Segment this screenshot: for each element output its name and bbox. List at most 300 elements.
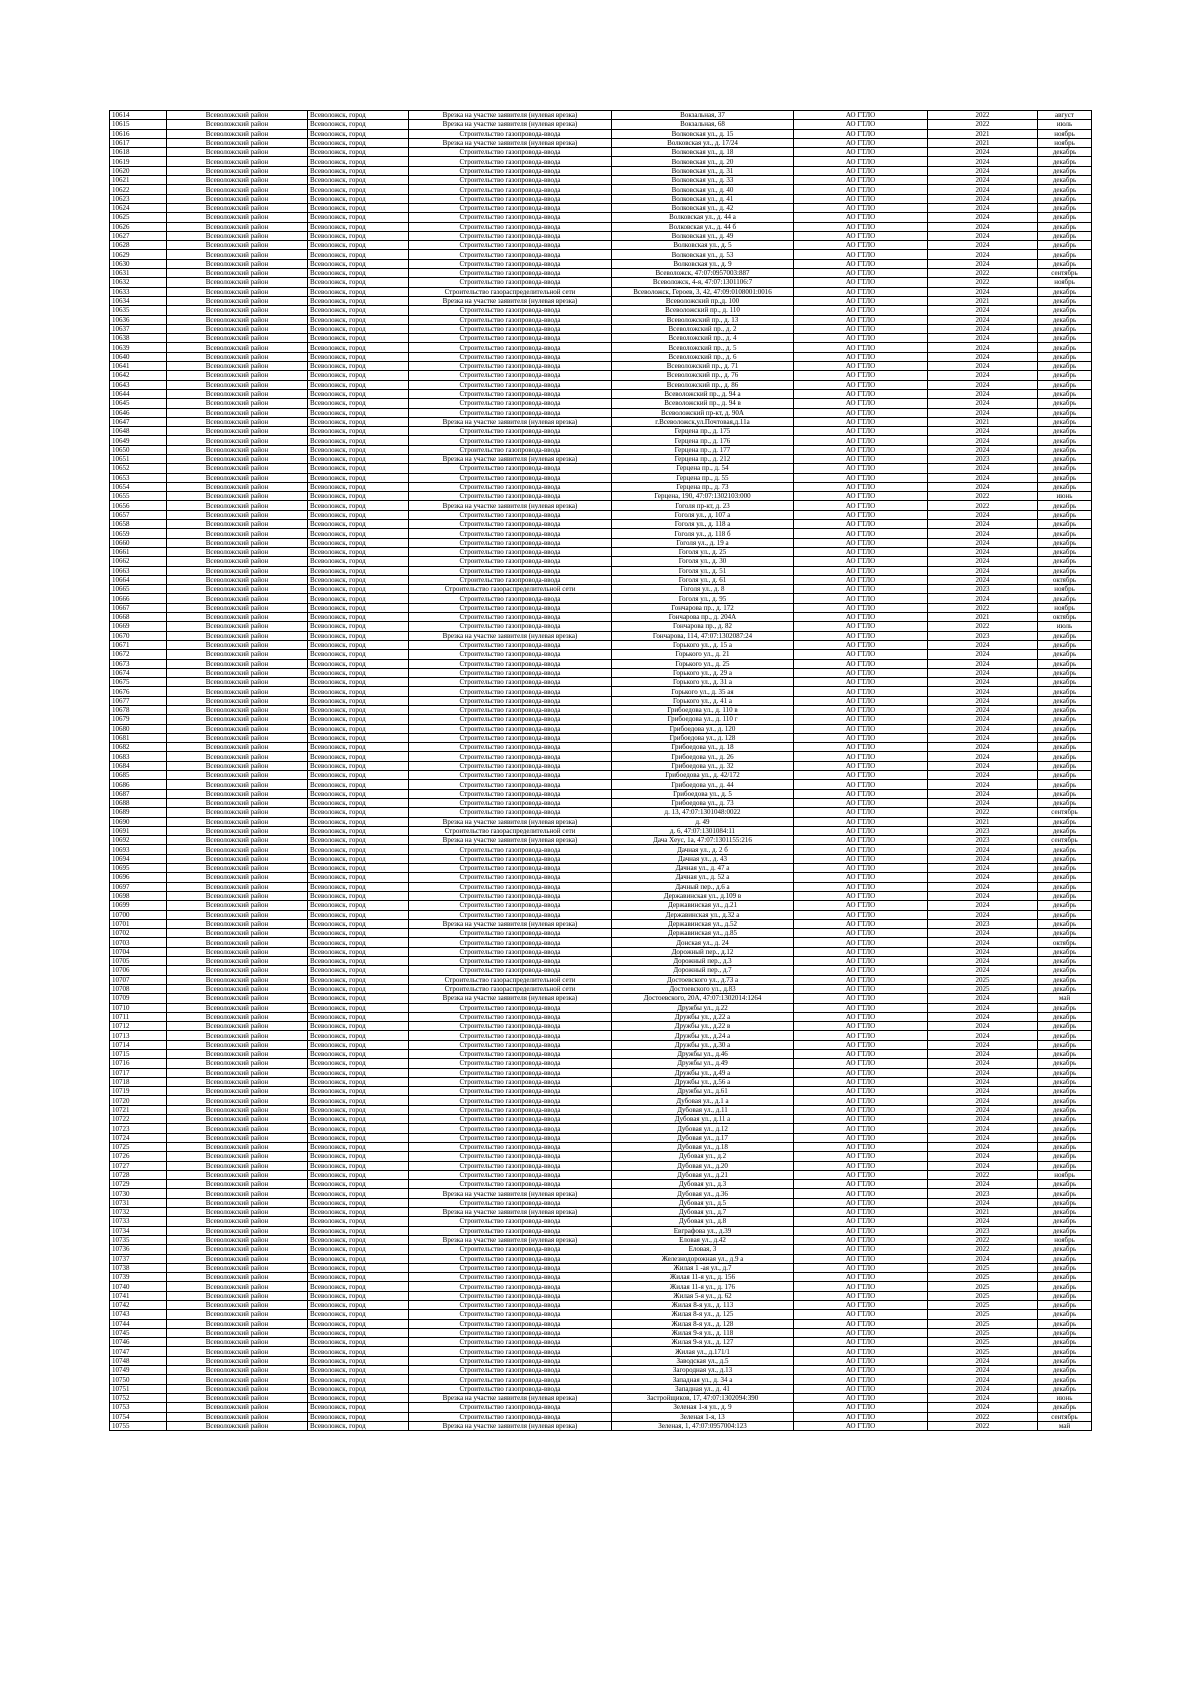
district-cell: Всеволожский район — [167, 259, 308, 268]
table-row — [110, 603, 1092, 612]
work-type-cell: Строительство газопровода-ввода — [409, 399, 612, 408]
table-row — [110, 1003, 1092, 1012]
district-cell: Всеволожский район — [167, 817, 308, 826]
month-cell: декабрь — [1038, 640, 1092, 649]
address-cell: Всеволожск, 4-я, 47:07:1301106:7 — [612, 278, 794, 287]
month-cell: ноябрь — [1038, 585, 1092, 594]
district-cell: Всеволожский район — [167, 1161, 308, 1170]
table-row — [110, 1115, 1092, 1124]
year-cell: 2024 — [928, 696, 1038, 705]
year-cell: 2024 — [928, 845, 1038, 854]
year-cell: 2024 — [928, 324, 1038, 333]
settlement-cell: Всеволожск, город — [308, 891, 409, 900]
district-cell: Всеволожский район — [167, 845, 308, 854]
address-cell: Жилая 1 -ая ул., д.7 — [612, 1263, 794, 1272]
organization-cell: АО ГТЛО — [794, 1068, 928, 1077]
month-cell: декабрь — [1038, 668, 1092, 677]
address-cell: Всеволожский пр., д. 94 а — [612, 389, 794, 398]
settlement-cell: Всеволожск, город — [308, 352, 409, 361]
year-cell: 2024 — [928, 203, 1038, 212]
organization-cell: АО ГТЛО — [794, 1189, 928, 1198]
work-type-cell: Строительство газопровода-ввода — [409, 1282, 612, 1291]
work-type-cell: Строительство газопровода-ввода — [409, 1022, 612, 1031]
month-cell: декабрь — [1038, 789, 1092, 798]
address-cell: Волковская ул., д. 33 — [612, 176, 794, 185]
address-cell: Державинская ул., д.32 а — [612, 910, 794, 919]
district-cell: Всеволожский район — [167, 1393, 308, 1402]
year-cell: 2021 — [928, 613, 1038, 622]
settlement-cell: Всеволожск, город — [308, 436, 409, 445]
organization-cell: АО ГТЛО — [794, 482, 928, 491]
row-id-cell: 10617 — [110, 138, 167, 147]
row-id-cell: 10700 — [110, 910, 167, 919]
work-type-cell: Строительство газопровода-ввода — [409, 1356, 612, 1365]
settlement-cell: Всеволожск, город — [308, 1059, 409, 1068]
month-cell: декабрь — [1038, 324, 1092, 333]
address-cell: Зеленая, 1, 47:07:0957004:123 — [612, 1421, 794, 1430]
year-cell: 2024 — [928, 362, 1038, 371]
month-cell: декабрь — [1038, 1310, 1092, 1319]
address-cell: Всеволожский пр., д. 94 в — [612, 399, 794, 408]
district-cell: Всеволожский район — [167, 1310, 308, 1319]
work-type-cell: Строительство газопровода-ввода — [409, 315, 612, 324]
row-id-cell: 10635 — [110, 306, 167, 315]
district-cell: Всеволожский район — [167, 1096, 308, 1105]
work-type-cell: Строительство газопровода-ввода — [409, 1245, 612, 1254]
table-row — [110, 640, 1092, 649]
address-cell: Грибоедова ул., д. 5 — [612, 789, 794, 798]
table-row — [110, 613, 1092, 622]
row-id-cell: 10641 — [110, 362, 167, 371]
year-cell: 2024 — [928, 994, 1038, 1003]
month-cell: декабрь — [1038, 445, 1092, 454]
year-cell: 2024 — [928, 1198, 1038, 1207]
district-cell: Всеволожский район — [167, 873, 308, 882]
table-row — [110, 687, 1092, 696]
address-cell: Волковская ул., д. 5 — [612, 241, 794, 250]
work-type-cell: Строительство газопровода-ввода — [409, 891, 612, 900]
year-cell: 2024 — [928, 1096, 1038, 1105]
year-cell: 2024 — [928, 1068, 1038, 1077]
district-cell: Всеволожский район — [167, 1235, 308, 1244]
year-cell: 2025 — [928, 1291, 1038, 1300]
year-cell: 2024 — [928, 789, 1038, 798]
table-row — [110, 324, 1092, 333]
work-type-cell: Строительство газопровода-ввода — [409, 520, 612, 529]
month-cell: декабрь — [1038, 520, 1092, 529]
work-type-cell: Врезка на участке заявителя (нулевая врезка) — [409, 919, 612, 928]
organization-cell: АО ГТЛО — [794, 687, 928, 696]
settlement-cell: Всеволожск, город — [308, 176, 409, 185]
year-cell: 2021 — [928, 1208, 1038, 1217]
month-cell: декабрь — [1038, 1115, 1092, 1124]
organization-cell: АО ГТЛО — [794, 1245, 928, 1254]
address-cell: Дружбы ул., д.61 — [612, 1087, 794, 1096]
table-row — [110, 1245, 1092, 1254]
settlement-cell: Всеволожск, город — [308, 1273, 409, 1282]
row-id-cell: 10637 — [110, 324, 167, 333]
settlement-cell: Всеволожск, город — [308, 408, 409, 417]
row-id-cell: 10712 — [110, 1022, 167, 1031]
organization-cell: АО ГТЛО — [794, 1273, 928, 1282]
settlement-cell: Всеволожск, город — [308, 371, 409, 380]
month-cell: октябрь — [1038, 938, 1092, 947]
work-type-cell: Строительство газопровода-ввода — [409, 389, 612, 398]
work-type-cell: Строительство газопровода-ввода — [409, 678, 612, 687]
settlement-cell: Всеволожск, город — [308, 482, 409, 491]
settlement-cell: Всеволожск, город — [308, 575, 409, 584]
district-cell: Всеволожский район — [167, 454, 308, 463]
year-cell: 2023 — [928, 1226, 1038, 1235]
settlement-cell: Всеволожск, город — [308, 1152, 409, 1161]
year-cell: 2022 — [928, 278, 1038, 287]
district-cell: Всеволожский район — [167, 436, 308, 445]
address-cell: Дружбы ул., д.24 а — [612, 1031, 794, 1040]
table-row — [110, 1319, 1092, 1328]
work-type-cell: Строительство газопровода-ввода — [409, 343, 612, 352]
address-cell: Дорожный пер., д.3 — [612, 957, 794, 966]
year-cell: 2024 — [928, 966, 1038, 975]
row-id-cell: 10704 — [110, 947, 167, 956]
year-cell: 2024 — [928, 1040, 1038, 1049]
organization-cell: АО ГТЛО — [794, 334, 928, 343]
table-row — [110, 1012, 1092, 1021]
month-cell: декабрь — [1038, 1291, 1092, 1300]
month-cell: декабрь — [1038, 1226, 1092, 1235]
district-cell: Всеволожский район — [167, 1375, 308, 1384]
month-cell: декабрь — [1038, 1263, 1092, 1272]
row-id-cell: 10655 — [110, 492, 167, 501]
work-type-cell: Строительство газопровода-ввода — [409, 696, 612, 705]
address-cell: Дубовая ул., д.2 — [612, 1152, 794, 1161]
year-cell: 2024 — [928, 231, 1038, 240]
row-id-cell: 10736 — [110, 1245, 167, 1254]
district-cell: Всеволожский район — [167, 1133, 308, 1142]
table-row — [110, 454, 1092, 463]
address-cell: Всеволожский пр., д. 71 — [612, 362, 794, 371]
organization-cell: АО ГТЛО — [794, 743, 928, 752]
district-cell: Всеволожский район — [167, 315, 308, 324]
row-id-cell: 10673 — [110, 659, 167, 668]
district-cell: Всеволожский район — [167, 957, 308, 966]
row-id-cell: 10689 — [110, 808, 167, 817]
row-id-cell: 10653 — [110, 473, 167, 482]
month-cell: декабрь — [1038, 1022, 1092, 1031]
district-cell: Всеволожский район — [167, 529, 308, 538]
address-cell: Застройщиков, 17, 47:07:1302094:390 — [612, 1393, 794, 1402]
table-row — [110, 1366, 1092, 1375]
organization-cell: АО ГТЛО — [794, 733, 928, 742]
table-row — [110, 427, 1092, 436]
year-cell: 2024 — [928, 668, 1038, 677]
organization-cell: АО ГТЛО — [794, 975, 928, 984]
district-cell: Всеволожский район — [167, 371, 308, 380]
organization-cell: АО ГТЛО — [794, 315, 928, 324]
row-id-cell: 10731 — [110, 1198, 167, 1207]
settlement-cell: Всеволожск, город — [308, 845, 409, 854]
table-row — [110, 241, 1092, 250]
address-cell: Грибоедова ул., д. 32 — [612, 761, 794, 770]
work-type-cell: Строительство газопровода-ввода — [409, 1263, 612, 1272]
table-row — [110, 901, 1092, 910]
settlement-cell: Всеволожск, город — [308, 1338, 409, 1347]
month-cell: декабрь — [1038, 1384, 1092, 1393]
month-cell: май — [1038, 1421, 1092, 1430]
organization-cell: АО ГТЛО — [794, 1375, 928, 1384]
address-cell: Герцена пр., д. 175 — [612, 427, 794, 436]
settlement-cell: Всеволожск, город — [308, 157, 409, 166]
work-type-cell: Строительство газопровода-ввода — [409, 259, 612, 268]
organization-cell: АО ГТЛО — [794, 808, 928, 817]
district-cell: Всеволожский район — [167, 919, 308, 928]
work-type-cell: Врезка на участке заявителя (нулевая врезка) — [409, 1235, 612, 1244]
district-cell: Всеволожский район — [167, 966, 308, 975]
organization-cell: АО ГТЛО — [794, 854, 928, 863]
row-id-cell: 10745 — [110, 1328, 167, 1337]
table-row — [110, 696, 1092, 705]
year-cell: 2024 — [928, 380, 1038, 389]
address-cell: Всеволожск, Героев, 3, 42, 47:09:0108001:0016 — [612, 287, 794, 296]
address-cell: Жилая 8-я ул., д. 125 — [612, 1310, 794, 1319]
work-type-cell: Строительство газопровода-ввода — [409, 1087, 612, 1096]
row-id-cell: 10741 — [110, 1291, 167, 1300]
organization-cell: АО ГТЛО — [794, 1124, 928, 1133]
month-cell: декабрь — [1038, 687, 1092, 696]
work-type-cell: Строительство газопровода-ввода — [409, 510, 612, 519]
table-row — [110, 1403, 1092, 1412]
district-cell: Всеволожский район — [167, 1291, 308, 1300]
month-cell: декабрь — [1038, 1105, 1092, 1114]
table-row — [110, 1412, 1092, 1421]
settlement-cell: Всеволожск, город — [308, 362, 409, 371]
address-cell: Западная ул., д. 34 а — [612, 1375, 794, 1384]
settlement-cell: Всеволожск, город — [308, 678, 409, 687]
table-row — [110, 752, 1092, 761]
table-row — [110, 1087, 1092, 1096]
organization-cell: АО ГТЛО — [794, 520, 928, 529]
year-cell: 2024 — [928, 854, 1038, 863]
settlement-cell: Всеволожск, город — [308, 901, 409, 910]
settlement-cell: Всеволожск, город — [308, 752, 409, 761]
organization-cell: АО ГТЛО — [794, 901, 928, 910]
district-cell: Всеволожский район — [167, 1273, 308, 1282]
work-type-cell: Врезка на участке заявителя (нулевая врезка) — [409, 1208, 612, 1217]
row-id-cell: 10623 — [110, 194, 167, 203]
district-cell: Всеволожский район — [167, 473, 308, 482]
year-cell: 2024 — [928, 389, 1038, 398]
address-cell: Зеленая 1-я ул., д. 9 — [612, 1403, 794, 1412]
row-id-cell: 10680 — [110, 724, 167, 733]
month-cell: декабрь — [1038, 817, 1092, 826]
address-cell: Дачная ул., д. 2 б — [612, 845, 794, 854]
district-cell: Всеволожский район — [167, 901, 308, 910]
table-row — [110, 1338, 1092, 1347]
month-cell: декабрь — [1038, 826, 1092, 835]
organization-cell: АО ГТЛО — [794, 1087, 928, 1096]
settlement-cell: Всеволожск, город — [308, 1105, 409, 1114]
district-cell: Всеволожский район — [167, 1022, 308, 1031]
organization-cell: АО ГТЛО — [794, 1254, 928, 1263]
month-cell: декабрь — [1038, 250, 1092, 259]
row-id-cell: 10722 — [110, 1115, 167, 1124]
address-cell: Западная ул., д. 41 — [612, 1384, 794, 1393]
work-type-cell: Строительство газопровода-ввода — [409, 129, 612, 138]
organization-cell: АО ГТЛО — [794, 1142, 928, 1151]
year-cell: 2024 — [928, 1105, 1038, 1114]
district-cell: Всеволожский район — [167, 1421, 308, 1430]
settlement-cell: Всеволожск, город — [308, 1421, 409, 1430]
settlement-cell: Всеволожск, город — [308, 594, 409, 603]
month-cell: июль — [1038, 622, 1092, 631]
row-id-cell: 10737 — [110, 1254, 167, 1263]
table-row — [110, 1310, 1092, 1319]
table-row — [110, 650, 1092, 659]
work-type-cell: Строительство газопровода-ввода — [409, 324, 612, 333]
settlement-cell: Всеволожск, город — [308, 873, 409, 882]
year-cell: 2024 — [928, 213, 1038, 222]
settlement-cell: Всеволожск, город — [308, 380, 409, 389]
year-cell: 2024 — [928, 1012, 1038, 1021]
work-type-cell: Строительство газопровода-ввода — [409, 575, 612, 584]
table-row — [110, 1235, 1092, 1244]
table-row — [110, 817, 1092, 826]
settlement-cell: Всеволожск, город — [308, 529, 409, 538]
district-cell: Всеволожский район — [167, 1040, 308, 1049]
settlement-cell: Всеволожск, город — [308, 241, 409, 250]
row-id-cell: 10754 — [110, 1412, 167, 1421]
row-id-cell: 10666 — [110, 594, 167, 603]
year-cell: 2024 — [928, 334, 1038, 343]
month-cell: декабрь — [1038, 1161, 1092, 1170]
row-id-cell: 10751 — [110, 1384, 167, 1393]
address-cell: д. 6, 47:07:1301084:11 — [612, 826, 794, 835]
address-cell: д. 49 — [612, 817, 794, 826]
table-row — [110, 547, 1092, 556]
organization-cell: АО ГТЛО — [794, 557, 928, 566]
month-cell: декабрь — [1038, 947, 1092, 956]
work-type-cell: Строительство газопровода-ввода — [409, 687, 612, 696]
work-type-cell: Строительство газопровода-ввода — [409, 1226, 612, 1235]
row-id-cell: 10639 — [110, 343, 167, 352]
settlement-cell: Всеволожск, город — [308, 222, 409, 231]
table-row — [110, 836, 1092, 845]
district-cell: Всеволожский район — [167, 166, 308, 175]
address-cell: Державинская ул., д.85 — [612, 929, 794, 938]
district-cell: Всеволожский район — [167, 222, 308, 231]
table-row — [110, 873, 1092, 882]
row-id-cell: 10619 — [110, 157, 167, 166]
year-cell: 2024 — [928, 1142, 1038, 1151]
row-id-cell: 10718 — [110, 1077, 167, 1086]
table-row — [110, 492, 1092, 501]
settlement-cell: Всеволожск, город — [308, 445, 409, 454]
district-cell: Всеволожский район — [167, 733, 308, 742]
address-cell: Дружбы ул., д.56 а — [612, 1077, 794, 1086]
work-type-cell: Строительство газопровода-ввода — [409, 566, 612, 575]
settlement-cell: Всеволожск, город — [308, 1291, 409, 1300]
address-cell: Дачная ул., д. 47 а — [612, 864, 794, 873]
settlement-cell: Всеволожск, город — [308, 1133, 409, 1142]
row-id-cell: 10726 — [110, 1152, 167, 1161]
month-cell: декабрь — [1038, 1133, 1092, 1142]
organization-cell: АО ГТЛО — [794, 771, 928, 780]
settlement-cell: Всеволожск, город — [308, 269, 409, 278]
month-cell: декабрь — [1038, 1096, 1092, 1105]
work-type-cell: Строительство газопровода-ввода — [409, 203, 612, 212]
month-cell: декабрь — [1038, 1180, 1092, 1189]
district-cell: Всеволожский район — [167, 678, 308, 687]
settlement-cell: Всеволожск, город — [308, 492, 409, 501]
table-row — [110, 994, 1092, 1003]
table-row — [110, 138, 1092, 147]
work-type-cell: Строительство газопровода-ввода — [409, 538, 612, 547]
row-id-cell: 10727 — [110, 1161, 167, 1170]
organization-cell: АО ГТЛО — [794, 1393, 928, 1402]
year-cell: 2024 — [928, 882, 1038, 891]
address-cell: Жилая 8-я ул., д. 113 — [612, 1301, 794, 1310]
month-cell: декабрь — [1038, 1301, 1092, 1310]
work-type-cell: Строительство газопровода-ввода — [409, 1170, 612, 1179]
district-cell: Всеволожский район — [167, 706, 308, 715]
row-id-cell: 10656 — [110, 501, 167, 510]
district-cell: Всеволожский район — [167, 1142, 308, 1151]
work-type-cell: Строительство газопровода-ввода — [409, 613, 612, 622]
settlement-cell: Всеволожск, город — [308, 836, 409, 845]
work-type-cell: Строительство газопровода-ввода — [409, 166, 612, 175]
year-cell: 2022 — [928, 622, 1038, 631]
table-row — [110, 966, 1092, 975]
settlement-cell: Всеволожск, город — [308, 864, 409, 873]
address-cell: Дачная ул., д. 52 а — [612, 873, 794, 882]
settlement-cell: Всеволожск, город — [308, 1124, 409, 1133]
row-id-cell: 10705 — [110, 957, 167, 966]
district-cell: Всеволожский район — [167, 501, 308, 510]
month-cell: декабрь — [1038, 929, 1092, 938]
district-cell: Всеволожский район — [167, 743, 308, 752]
address-cell: Державинская ул., д.52 — [612, 919, 794, 928]
month-cell: декабрь — [1038, 408, 1092, 417]
month-cell: декабрь — [1038, 352, 1092, 361]
month-cell: декабрь — [1038, 752, 1092, 761]
row-id-cell: 10709 — [110, 994, 167, 1003]
district-cell: Всеволожский район — [167, 352, 308, 361]
row-id-cell: 10665 — [110, 585, 167, 594]
month-cell: декабрь — [1038, 380, 1092, 389]
settlement-cell: Всеволожск, город — [308, 1161, 409, 1170]
month-cell: декабрь — [1038, 547, 1092, 556]
month-cell: декабрь — [1038, 166, 1092, 175]
row-id-cell: 10738 — [110, 1263, 167, 1272]
organization-cell: АО ГТЛО — [794, 1077, 928, 1086]
row-id-cell: 10715 — [110, 1049, 167, 1058]
address-cell: Всеволожский пр., д. 76 — [612, 371, 794, 380]
settlement-cell: Всеволожск, город — [308, 315, 409, 324]
district-cell: Всеволожский район — [167, 798, 308, 807]
month-cell: декабрь — [1038, 1068, 1092, 1077]
organization-cell: АО ГТЛО — [794, 1170, 928, 1179]
work-type-cell: Строительство газопровода-ввода — [409, 1180, 612, 1189]
settlement-cell: Всеволожск, город — [308, 1226, 409, 1235]
district-cell: Всеволожский район — [167, 557, 308, 566]
table-row — [110, 538, 1092, 547]
settlement-cell: Всеволожск, город — [308, 1235, 409, 1244]
row-id-cell: 10697 — [110, 882, 167, 891]
district-cell: Всеволожский район — [167, 1152, 308, 1161]
year-cell: 2024 — [928, 743, 1038, 752]
month-cell: декабрь — [1038, 1328, 1092, 1337]
year-cell: 2024 — [928, 315, 1038, 324]
row-id-cell: 10618 — [110, 148, 167, 157]
